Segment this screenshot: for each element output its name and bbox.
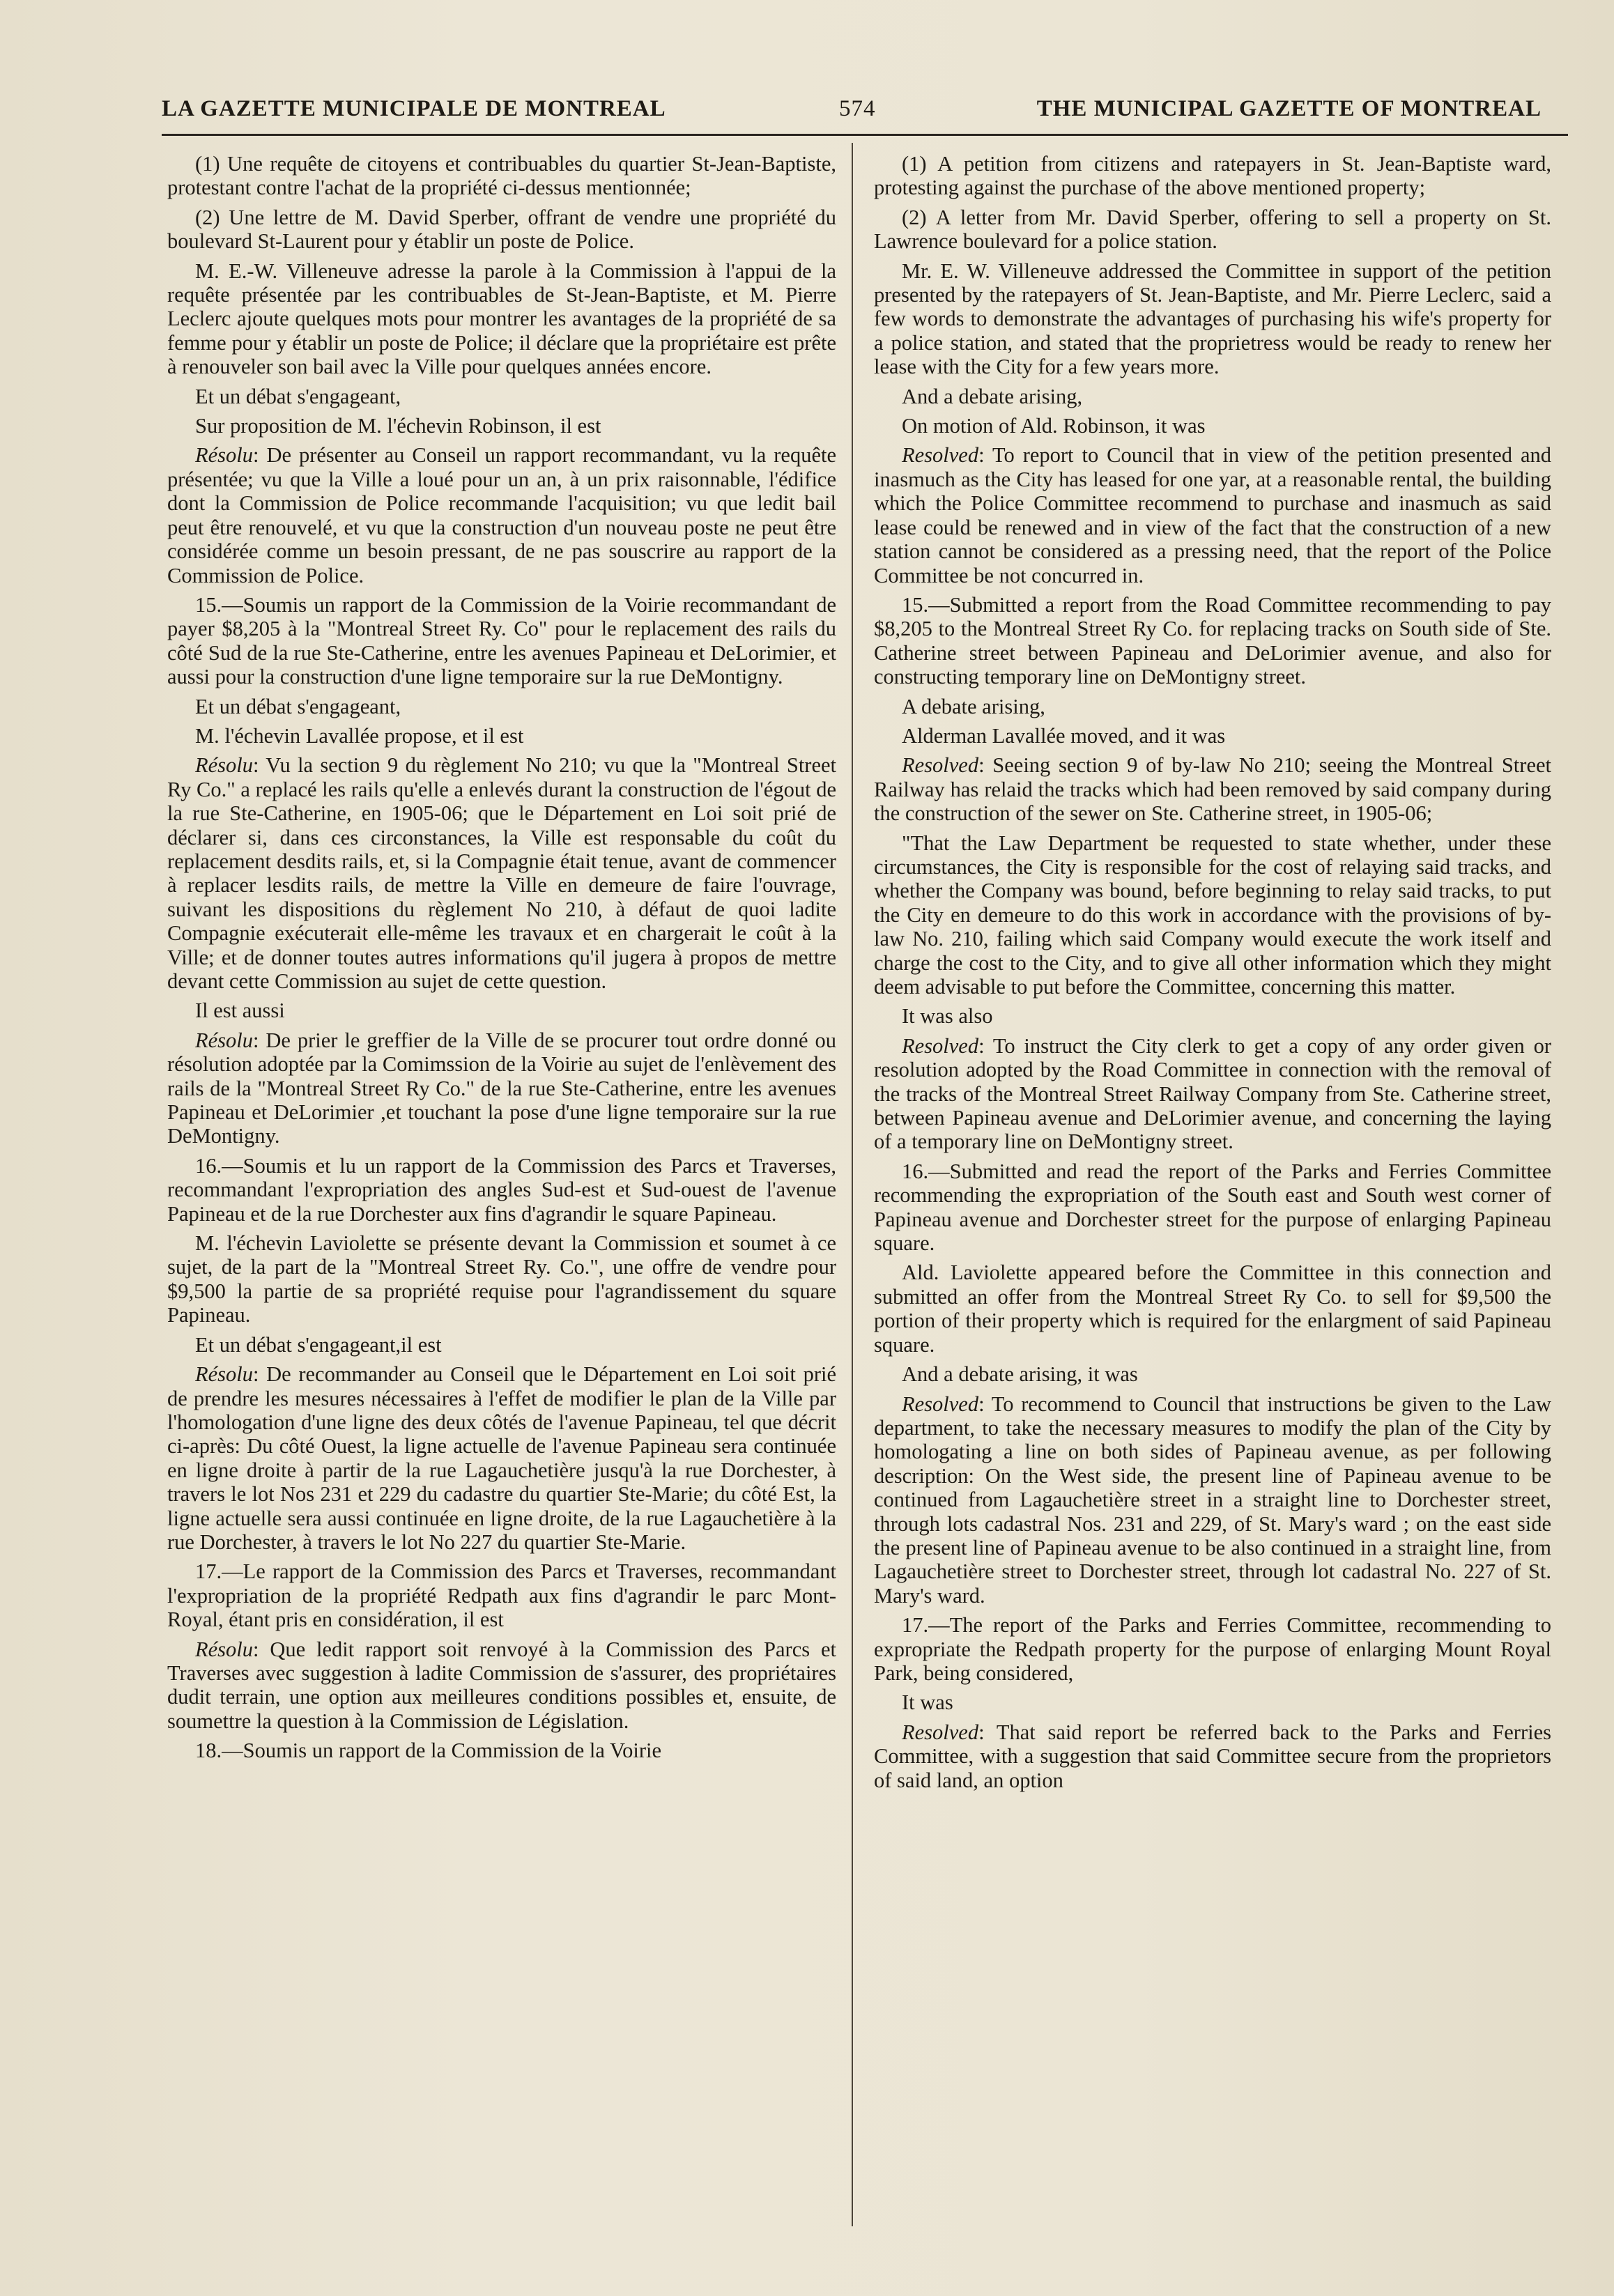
resolution-text: : To recommend to Council that instructions be given to the Law department, to take the necessary measures to modify the plan of the City by homologating a line on both sides of Papineau avenue, as per following description: On the West side, the present line of Papineau avenue to be continued from Lagauchetière street in a straight line to Dorchester street, through lots cadastral Nos. 231 and 229, of St. Mary's ward ; on the east side the present line of Papineau avenue to be also continued in a straight line, from Lagauchetière street to Dorchester street, through lot cadastral No. 227 of St. Mary's ward. [874,1392,1551,1608]
paragraph: Et un débat s'engageant, [195,694,401,718]
paragraph: M. l'échevin Laviolette se présente devant la Commission et soumet à ce sujet, de la part de la "Montreal Street Ry. Co.", une offre de vendre pour $9,500 la partie de sa propriété requise pour l'agrandissement du square Papineau. [167,1231,836,1327]
resolution-label: Resolved [902,443,979,468]
paragraph: And a debate arising, [902,384,1083,408]
resolution-label: Résolu [195,753,254,778]
paragraph: M. l'échevin Lavallée propose, et il est [195,723,524,748]
paragraph: Alderman Lavallée moved, and it was [902,723,1226,748]
paragraph: 16.—Submitted and read the report of the Parks and Ferries Committee recommending the expropriation of the South east and South west corner of Papineau avenue and Dorchester street for the purpose of enlarging Papineau square. [874,1159,1551,1256]
paragraph: Sur proposition de M. l'échevin Robinson, il est [195,414,601,438]
paragraph: On motion of Ald. Robinson, it was [902,414,1206,438]
paragraph: And a debate arising, it was [902,1362,1138,1387]
page-header [162,96,1542,131]
header-french-title: LA GAZETTE MUNICIPALE DE MONTREAL [162,96,666,121]
resolution-paragraph [167,443,836,587]
resolution-label: Résolu [195,443,254,468]
header-english-title: THE MUNICIPAL GAZETTE OF MONTREAL [1036,96,1542,121]
paragraph: Ald. Laviolette appeared before the Committee in this connection and submitted an offer from the Montreal Street Ry Co. to sell for $9,500 the portion of their property which is required for the enlargment of said Papineau square. [874,1261,1551,1357]
resolution-text: : To instruct the City clerk to get a copy of any order given or resolution adopted by the Road Committee in connection with the removal of the tracks of the Montreal Street Railway Company from Ste. Catherine street, between Papineau avenue and DeLorimier avenue, and concerning the laying of a temporary line on DeMontigny street. [874,1033,1551,1154]
resolution-label: Resolved [902,1720,979,1744]
resolution-label: Résolu [195,1362,254,1387]
page-number: 574 [839,96,876,121]
paragraph: 15.—Submitted a report from the Road Committee recommending to pay $8,205 to the Montreal Street Ry Co. for replacing tracks on South side of Ste. Catherine street between Papineau and DeLorimier avenue, and also for constructing temporary line on DeMontigny street. [874,592,1551,689]
resolution-text: : Seeing section 9 of by-law No 210; seeing the Montreal Street Railway has relaid the tracks which had been removed by said company during the construction of the sewer on Ste. Catherine street, in 1905-06; [874,753,1551,826]
resolution-paragraph [167,1028,836,1148]
paragraph: 17.—The report of the Parks and Ferries Committee, recommending to expropriate the Redpath property for the purpose of enlarging Mount Royal Park, being considered, [874,1613,1551,1685]
resolution-paragraph [874,1034,1551,1154]
paragraph: Et un débat s'engageant, [195,384,401,408]
header-rule [162,134,1568,136]
paragraph: Il est aussi [195,999,285,1023]
resolution-label: Resolved [902,1392,979,1416]
paragraph: 18.—Soumis un rapport de la Commission de la Voirie [195,1739,661,1763]
paragraph: (1) Une requête de citoyens et contribuables du quartier St-Jean-Baptiste, protestant contre l'achat de la propriété ci-dessus mentionnée; [167,152,836,200]
english-column [874,152,1551,1798]
resolution-label: Résolu [195,1028,254,1052]
paragraph: 17.—Le rapport de la Commission des Parcs et Traverses, recommandant l'expropriation de la propriété Redpath aux fins d'agrandir le parc Mont-Royal, étant pris en considération, il est [167,1559,836,1632]
paragraph: Et un débat s'engageant,il est [195,1332,442,1357]
resolution-label: Resolved [902,1033,979,1058]
resolution-paragraph [874,443,1551,587]
resolution-label: Résolu [195,1637,254,1661]
resolution-text: : De présenter au Conseil un rapport recommandant, vu la requête présentée; vu que la Ville a loué pour un an, à un prix raisonnable, l'édifice dont la Commission de Police recommande l'acquisition; vu que ledit bail peut être renouvelé, et vu que la construction d'un nouveau poste ne peut être considérée comme un besoin pressant, de ne pas souscrire au rapport de la Commission de Police. [167,443,836,587]
resolution-paragraph [167,1638,836,1734]
resolution-paragraph [874,1720,1551,1792]
french-column [167,152,836,1769]
resolution-paragraph [167,753,836,993]
paragraph: Mr. E. W. Villeneuve addressed the Committee in support of the petition presented by the ratepayers of St. Jean-Baptiste, and Mr. Pierre Leclerc, said a few words to demonstrate the advantages of purchasing his wife's property for a police station, and stated that the proprietress would be ready to renew her lease with the City for a few years more. [874,259,1551,379]
paragraph: "That the Law Department be requested to state whether, under these circumstances, the City is responsible for the cost of relaying said tracks, and whether the Company was bound, before beginning to relay said tracks, to put the City en demeure to do this work in accordance with the provisions of by-law No. 210, failing which said Company would execute the work itself and charge the cost to the City, and to give all other information which they might deem advisable to put before the Committee, concerning this matter. [874,831,1551,999]
paragraph: M. E.-W. Villeneuve adresse la parole à la Commission à l'appui de la requête présentée par les contribuables de St-Jean-Baptiste, et M. Pierre Leclerc ajoute quelques mots pour montrer les avantages de la propriété de sa femme pour y établir un poste de Police; il déclare que la propriétaire est prête à renouveler son bail avec la Ville pour quelques années encore. [167,259,836,379]
resolution-text: : Que ledit rapport soit renvoyé à la Commission des Parcs et Traverses avec suggestion à ladite Commission de s'assurer, des propriétaires dudit terrain, une option aux meilleures conditions possibles et, ensuite, de soumettre la question à la Commission de Législation. [167,1637,836,1733]
paragraph: (2) A letter from Mr. David Sperber, offering to sell a property on St. Lawrence boulevard for a police station. [874,205,1551,254]
resolution-label: Resolved [902,753,979,778]
paragraph: It was also [902,1004,993,1028]
resolution-text: : De prier le greffier de la Ville de se procurer tout ordre donné ou résolution adoptée par la Comimssion de la Voirie au sujet de l'enlèvement des rails de la "Montreal Street Ry Co." de la rue Ste-Catherine, entre les avenues Papineau et DeLorimier ,et touchant la pose d'une ligne temporaire sur la rue DeMontigny. [167,1028,836,1148]
paragraph: A debate arising, [902,694,1045,718]
resolution-text: : To report to Council that in view of the petition presented and inasmuch as the City has leased for one yar, at a reasonable rental, the building which the Police Committee recommend to purchase and inasmuch as said lease could be renewed and in view of the fact that the construction of a new station cannot be considered as a pressing need, that the report of the Police Committee be not concurred in. [874,443,1551,587]
paragraph: 16.—Soumis et lu un rapport de la Commission des Parcs et Traverses, recommandant l'expropriation des angles Sud-est et Sud-ouest de l'avenue Papineau et de la rue Dorchester aux fins d'agrandir le square Papineau. [167,1153,836,1226]
column-divider [852,143,853,2226]
paragraph: (1) A petition from citizens and ratepayers in St. Jean-Baptiste ward, protesting against the purchase of the above mentioned property; [874,152,1551,200]
resolution-text: : Vu la section 9 du règlement No 210; vu que la "Montreal Street Ry Co." a replacé les rails qu'elle a enlevés durant la construction de l'égout de la rue Ste-Catherine, en 1905-06; que le Département en Loi soit prié de déclarer si, dans ces circonstances, la Ville est responsable du coût du replacement desdits rails, et, si la Compagnie était tenue, avant de commencer à replacer lesdits rails, de mettre la Ville en demeure de faire l'ouvrage, suivant les dispositions du règlement No 210, à défaut de quoi ladite Compagnie exécuterait elle-même les travaux et en chargerait le coût à la Ville; et de donner toutes autres informations qu'il jugera à propos de mettre devant cette Commission au sujet de cette question. [167,753,836,993]
paragraph: 15.—Soumis un rapport de la Commission de la Voirie recommandant de payer $8,205 à la "Montreal Street Ry. Co" pour le replacement des rails du côté Sud de la rue Ste-Catherine, entre les avenues Papineau et DeLorimier, et aussi pour la construction d'une ligne temporaire sur la rue DeMontigny. [167,592,836,689]
resolution-paragraph [167,1362,836,1554]
resolution-paragraph [874,1392,1551,1608]
resolution-paragraph [874,753,1551,825]
paragraph: (2) Une lettre de M. David Sperber, offrant de vendre une propriété du boulevard St-Laurent pour y établir un poste de Police. [167,205,836,254]
resolution-text: : That said report be referred back to the Parks and Ferries Committee, with a suggestion that said Committee secure from the proprietors of said land, an option [874,1720,1551,1792]
paragraph: It was [902,1690,953,1715]
resolution-text: : De recommander au Conseil que le Département en Loi soit prié de prendre les mesures nécessaires à l'effet de modifier le plan de la Ville par l'homologation d'une ligne des deux côtés de l'avenue Papineau, tel que décrit ci-après: Du côté Ouest, la ligne actuelle de l'avenue Papineau sera continuée en ligne droite à partir de la rue Lagauchetière jusqu'à la rue Dorchester, à travers le lot Nos 231 et 229 du cadastre du quartier Ste-Marie; du côté Est, la ligne actuelle sera aussi continuée en ligne droite, de la rue Lagauchetière à la rue Dorchester, à travers le lot No 227 du quartier Ste-Marie. [167,1362,836,1554]
